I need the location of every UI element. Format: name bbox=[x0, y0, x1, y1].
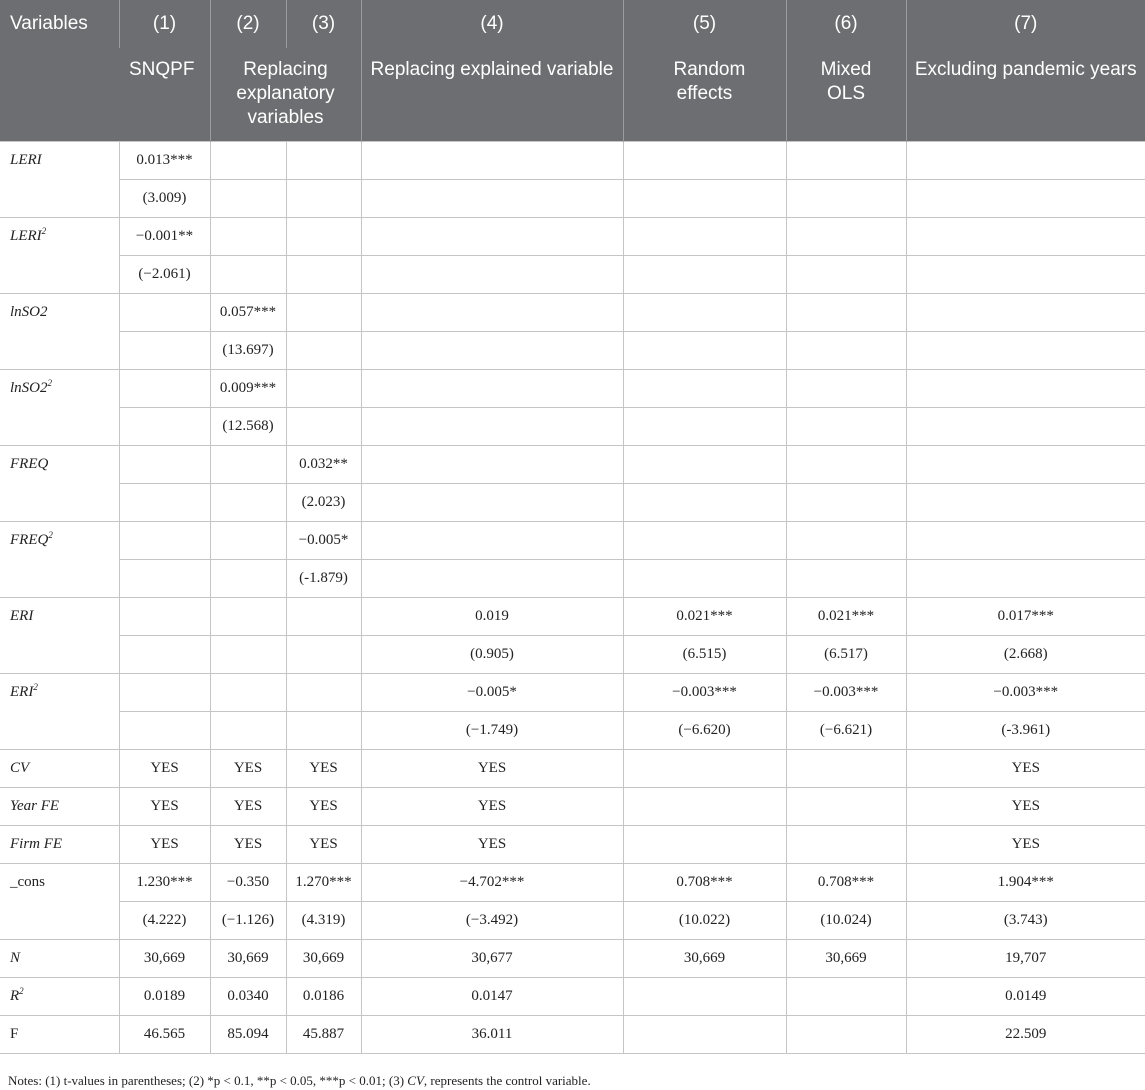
coefficient-cell bbox=[210, 141, 286, 179]
t-value-cell: (−2.061) bbox=[119, 255, 210, 293]
control-indicator-cell: YES bbox=[361, 825, 623, 863]
t-value-cell: (2.023) bbox=[286, 483, 361, 521]
table-row bbox=[0, 331, 1145, 369]
coefficient-cell: 0.021*** bbox=[786, 597, 906, 635]
coefficient-cell bbox=[361, 293, 623, 331]
variable-label bbox=[0, 673, 119, 749]
control-indicator-cell: YES bbox=[906, 825, 1145, 863]
coefficient-cell bbox=[286, 217, 361, 255]
col-number-6: (6) bbox=[786, 0, 906, 48]
variable-name: lnSO2 bbox=[10, 303, 48, 320]
t-value-cell bbox=[286, 407, 361, 445]
t-value-cell bbox=[361, 559, 623, 597]
statistic-cell: 30,669 bbox=[286, 939, 361, 977]
coefficient-cell bbox=[906, 293, 1145, 331]
notes-cv: CV bbox=[407, 1073, 424, 1088]
t-value-cell: (3.743) bbox=[906, 901, 1145, 939]
coefficient-cell bbox=[786, 141, 906, 179]
variable-name: FREQ bbox=[10, 455, 49, 472]
table-row bbox=[0, 711, 1145, 749]
t-value-cell bbox=[210, 483, 286, 521]
control-indicator-cell: YES bbox=[906, 787, 1145, 825]
table-row bbox=[0, 369, 1145, 407]
col-number-5: (5) bbox=[623, 0, 786, 48]
coefficient-cell: 0.009*** bbox=[210, 369, 286, 407]
t-value-cell bbox=[361, 179, 623, 217]
coefficient-cell bbox=[361, 369, 623, 407]
coefficient-cell: 0.017*** bbox=[906, 597, 1145, 635]
t-value-cell: (0.905) bbox=[361, 635, 623, 673]
control-indicator-cell: YES bbox=[210, 825, 286, 863]
table-row bbox=[0, 407, 1145, 445]
coefficient-cell: 0.708*** bbox=[786, 863, 906, 901]
coefficient-cell bbox=[119, 445, 210, 483]
control-indicator-cell: YES bbox=[119, 825, 210, 863]
col-number-3: (3) bbox=[286, 0, 361, 48]
statistic-cell: 0.0186 bbox=[286, 977, 361, 1015]
coefficient-cell bbox=[361, 141, 623, 179]
col-number-2: (2) bbox=[210, 0, 286, 48]
table-row bbox=[0, 863, 1145, 901]
coefficient-cell: 0.708*** bbox=[623, 863, 786, 901]
t-value-cell: (10.022) bbox=[623, 901, 786, 939]
coefficient-cell: 0.021*** bbox=[623, 597, 786, 635]
variable-label bbox=[0, 749, 119, 787]
control-indicator-cell: YES bbox=[906, 749, 1145, 787]
col-number-4: (4) bbox=[361, 0, 623, 48]
t-value-cell bbox=[361, 407, 623, 445]
statistic-cell: 0.0149 bbox=[906, 977, 1145, 1015]
coefficient-cell bbox=[906, 445, 1145, 483]
col4-title: Replacing explained variable bbox=[361, 48, 623, 141]
statistic-cell: 85.094 bbox=[210, 1015, 286, 1053]
coefficient-cell bbox=[786, 293, 906, 331]
table-row bbox=[0, 483, 1145, 521]
coefficient-cell: 1.904*** bbox=[906, 863, 1145, 901]
coefficient-cell: 0.032** bbox=[286, 445, 361, 483]
table-row bbox=[0, 293, 1145, 331]
variable-superscript: 2 bbox=[19, 985, 24, 996]
table-row bbox=[0, 179, 1145, 217]
t-value-cell bbox=[286, 635, 361, 673]
t-value-cell bbox=[906, 331, 1145, 369]
coefficient-cell bbox=[210, 217, 286, 255]
control-indicator-cell: YES bbox=[210, 749, 286, 787]
variable-label bbox=[0, 217, 119, 293]
variable-name: LERI bbox=[10, 151, 42, 168]
variable-name: R bbox=[10, 987, 20, 1004]
t-value-cell bbox=[623, 407, 786, 445]
coefficient-cell bbox=[119, 521, 210, 559]
t-value-cell bbox=[119, 559, 210, 597]
coefficient-cell bbox=[286, 597, 361, 635]
coefficient-cell: −0.003*** bbox=[786, 673, 906, 711]
coefficient-cell bbox=[786, 521, 906, 559]
table-row bbox=[0, 217, 1145, 255]
t-value-cell bbox=[210, 635, 286, 673]
variables-header: Variables bbox=[0, 0, 119, 141]
t-value-cell bbox=[623, 179, 786, 217]
t-value-cell bbox=[286, 331, 361, 369]
table-row bbox=[0, 749, 1145, 787]
variable-label bbox=[0, 939, 119, 977]
statistic-cell bbox=[623, 1015, 786, 1053]
control-indicator-cell bbox=[786, 787, 906, 825]
table-row bbox=[0, 901, 1145, 939]
t-value-cell bbox=[623, 483, 786, 521]
notes-text-b: , represents the control variable. bbox=[423, 1073, 591, 1088]
control-indicator-cell: YES bbox=[119, 749, 210, 787]
variable-label bbox=[0, 445, 119, 521]
table-row bbox=[0, 673, 1145, 711]
t-value-cell bbox=[210, 711, 286, 749]
variable-superscript: 2 bbox=[48, 529, 53, 540]
col6-title: Mixed OLS bbox=[786, 48, 906, 141]
variable-name: Firm FE bbox=[10, 835, 63, 852]
coefficient-cell: −4.702*** bbox=[361, 863, 623, 901]
variable-label bbox=[0, 521, 119, 597]
variable-superscript: 2 bbox=[33, 681, 38, 692]
t-value-cell: (6.517) bbox=[786, 635, 906, 673]
control-indicator-cell bbox=[786, 749, 906, 787]
variable-label bbox=[0, 141, 119, 217]
t-value-cell bbox=[119, 407, 210, 445]
table-body bbox=[0, 141, 1145, 1053]
coefficient-cell bbox=[623, 521, 786, 559]
coefficient-cell bbox=[786, 445, 906, 483]
coefficient-cell bbox=[119, 369, 210, 407]
table-row bbox=[0, 787, 1145, 825]
statistic-cell: 0.0147 bbox=[361, 977, 623, 1015]
statistic-cell: 46.565 bbox=[119, 1015, 210, 1053]
table-row bbox=[0, 635, 1145, 673]
variable-name: ERI bbox=[10, 683, 34, 700]
control-indicator-cell: YES bbox=[119, 787, 210, 825]
coefficient-cell bbox=[623, 369, 786, 407]
notes-text-a: Notes: (1) t-values in parentheses; (2) *p < 0.1, **p < 0.05, ***p < 0.01; (3) bbox=[8, 1073, 408, 1088]
coefficient-cell bbox=[286, 369, 361, 407]
t-value-cell bbox=[906, 255, 1145, 293]
t-value-cell bbox=[906, 407, 1145, 445]
variable-superscript: 2 bbox=[47, 377, 52, 388]
coefficient-cell bbox=[906, 521, 1145, 559]
col-number-1: (1) bbox=[119, 0, 210, 48]
t-value-cell: (−1.126) bbox=[210, 901, 286, 939]
variable-label bbox=[0, 597, 119, 673]
coefficient-cell bbox=[623, 217, 786, 255]
variable-name: LERI bbox=[10, 227, 42, 244]
col23-title: Replacing explanatory variables bbox=[210, 48, 361, 141]
coefficient-cell: 0.013*** bbox=[119, 141, 210, 179]
t-value-cell bbox=[786, 407, 906, 445]
t-value-cell bbox=[119, 483, 210, 521]
t-value-cell: (4.222) bbox=[119, 901, 210, 939]
control-indicator-cell bbox=[623, 749, 786, 787]
variable-label bbox=[0, 825, 119, 863]
t-value-cell bbox=[286, 179, 361, 217]
variable-name: lnSO2 bbox=[10, 379, 48, 396]
t-value-cell bbox=[119, 711, 210, 749]
header-row-numbers bbox=[0, 0, 1145, 48]
t-value-cell bbox=[623, 559, 786, 597]
t-value-cell: (-1.879) bbox=[286, 559, 361, 597]
table-row bbox=[0, 141, 1145, 179]
coefficient-cell: −0.003*** bbox=[623, 673, 786, 711]
variable-label bbox=[0, 293, 119, 369]
coefficient-cell: 1.270*** bbox=[286, 863, 361, 901]
table-row bbox=[0, 559, 1145, 597]
coefficient-cell bbox=[906, 369, 1145, 407]
table-row bbox=[0, 977, 1145, 1015]
coefficient-cell: −0.005* bbox=[361, 673, 623, 711]
coefficient-cell bbox=[623, 293, 786, 331]
statistic-cell: 30,669 bbox=[623, 939, 786, 977]
t-value-cell: (12.568) bbox=[210, 407, 286, 445]
variable-label bbox=[0, 787, 119, 825]
t-value-cell: (-3.961) bbox=[906, 711, 1145, 749]
statistic-cell bbox=[786, 977, 906, 1015]
statistic-cell bbox=[786, 1015, 906, 1053]
coefficient-cell bbox=[286, 673, 361, 711]
coefficient-cell bbox=[119, 597, 210, 635]
coefficient-cell: −0.350 bbox=[210, 863, 286, 901]
t-value-cell: (−1.749) bbox=[361, 711, 623, 749]
t-value-cell bbox=[361, 331, 623, 369]
col5-title: Random effects bbox=[623, 48, 786, 141]
coefficient-cell bbox=[286, 141, 361, 179]
coefficient-cell bbox=[786, 369, 906, 407]
coefficient-cell bbox=[361, 217, 623, 255]
control-indicator-cell: YES bbox=[361, 749, 623, 787]
t-value-cell bbox=[361, 255, 623, 293]
header-row-titles bbox=[0, 48, 1145, 141]
t-value-cell bbox=[623, 255, 786, 293]
t-value-cell: (6.515) bbox=[623, 635, 786, 673]
variable-name: Year FE bbox=[10, 797, 60, 814]
coefficient-cell bbox=[119, 293, 210, 331]
table-row bbox=[0, 255, 1145, 293]
t-value-cell: (−6.620) bbox=[623, 711, 786, 749]
t-value-cell bbox=[361, 483, 623, 521]
coefficient-cell bbox=[210, 597, 286, 635]
coefficient-cell bbox=[210, 445, 286, 483]
t-value-cell bbox=[119, 331, 210, 369]
coefficient-cell bbox=[906, 141, 1145, 179]
table-notes bbox=[8, 1073, 591, 1089]
variable-label bbox=[0, 369, 119, 445]
table-row bbox=[0, 597, 1145, 635]
statistic-cell: 36.011 bbox=[361, 1015, 623, 1053]
statistic-cell: 22.509 bbox=[906, 1015, 1145, 1053]
control-indicator-cell: YES bbox=[286, 787, 361, 825]
t-value-cell: (4.319) bbox=[286, 901, 361, 939]
variable-name: N bbox=[10, 949, 21, 966]
t-value-cell: (2.668) bbox=[906, 635, 1145, 673]
control-indicator-cell: YES bbox=[361, 787, 623, 825]
table-row bbox=[0, 825, 1145, 863]
variable-label bbox=[0, 977, 119, 1015]
variable-superscript: 2 bbox=[41, 225, 47, 236]
t-value-cell bbox=[906, 559, 1145, 597]
statistic-cell: 45.887 bbox=[286, 1015, 361, 1053]
statistic-cell: 30,677 bbox=[361, 939, 623, 977]
variable-name: ERI bbox=[10, 607, 34, 624]
coefficient-cell bbox=[623, 141, 786, 179]
t-value-cell: (13.697) bbox=[210, 331, 286, 369]
coefficient-cell bbox=[361, 445, 623, 483]
t-value-cell bbox=[623, 331, 786, 369]
t-value-cell bbox=[786, 483, 906, 521]
statistic-cell: 0.0340 bbox=[210, 977, 286, 1015]
variable-name: FREQ bbox=[10, 531, 49, 548]
coefficient-cell bbox=[623, 445, 786, 483]
coefficient-cell: 0.057*** bbox=[210, 293, 286, 331]
statistic-cell bbox=[623, 977, 786, 1015]
table-row bbox=[0, 445, 1145, 483]
coefficient-cell bbox=[361, 521, 623, 559]
coefficient-cell bbox=[210, 673, 286, 711]
t-value-cell bbox=[210, 179, 286, 217]
t-value-cell bbox=[786, 179, 906, 217]
t-value-cell bbox=[210, 255, 286, 293]
t-value-cell bbox=[286, 255, 361, 293]
coefficient-cell: 0.019 bbox=[361, 597, 623, 635]
col-number-7: (7) bbox=[906, 0, 1145, 48]
coefficient-cell bbox=[119, 673, 210, 711]
coefficient-cell: −0.005* bbox=[286, 521, 361, 559]
control-indicator-cell: YES bbox=[286, 825, 361, 863]
t-value-cell bbox=[906, 179, 1145, 217]
col7-title: Excluding pandemic years bbox=[906, 48, 1145, 141]
control-indicator-cell: YES bbox=[210, 787, 286, 825]
coefficient-cell bbox=[286, 293, 361, 331]
variable-name: _cons bbox=[10, 873, 45, 890]
variable-label bbox=[0, 863, 119, 939]
coefficient-cell: 1.230*** bbox=[119, 863, 210, 901]
t-value-cell: (−3.492) bbox=[361, 901, 623, 939]
t-value-cell: (−6.621) bbox=[786, 711, 906, 749]
coefficient-cell bbox=[906, 217, 1145, 255]
statistic-cell: 30,669 bbox=[210, 939, 286, 977]
statistic-cell: 30,669 bbox=[119, 939, 210, 977]
control-indicator-cell bbox=[786, 825, 906, 863]
table-row bbox=[0, 939, 1145, 977]
statistic-cell: 0.0189 bbox=[119, 977, 210, 1015]
control-indicator-cell: YES bbox=[286, 749, 361, 787]
coefficient-cell: −0.003*** bbox=[906, 673, 1145, 711]
control-indicator-cell bbox=[623, 787, 786, 825]
statistic-cell: 30,669 bbox=[786, 939, 906, 977]
t-value-cell bbox=[906, 483, 1145, 521]
t-value-cell bbox=[786, 255, 906, 293]
t-value-cell bbox=[119, 635, 210, 673]
variable-name: CV bbox=[10, 759, 30, 776]
statistic-cell: 19,707 bbox=[906, 939, 1145, 977]
variable-label bbox=[0, 1015, 119, 1053]
coefficient-cell: −0.001** bbox=[119, 217, 210, 255]
variable-name: F bbox=[10, 1025, 19, 1042]
t-value-cell bbox=[286, 711, 361, 749]
table-row bbox=[0, 521, 1145, 559]
coefficient-cell bbox=[210, 521, 286, 559]
t-value-cell bbox=[786, 559, 906, 597]
control-indicator-cell bbox=[623, 825, 786, 863]
t-value-cell bbox=[210, 559, 286, 597]
coefficient-cell bbox=[786, 217, 906, 255]
table-row bbox=[0, 1015, 1145, 1053]
t-value-cell: (3.009) bbox=[119, 179, 210, 217]
col1-title: SNQPF bbox=[119, 48, 210, 141]
t-value-cell: (10.024) bbox=[786, 901, 906, 939]
t-value-cell bbox=[786, 331, 906, 369]
